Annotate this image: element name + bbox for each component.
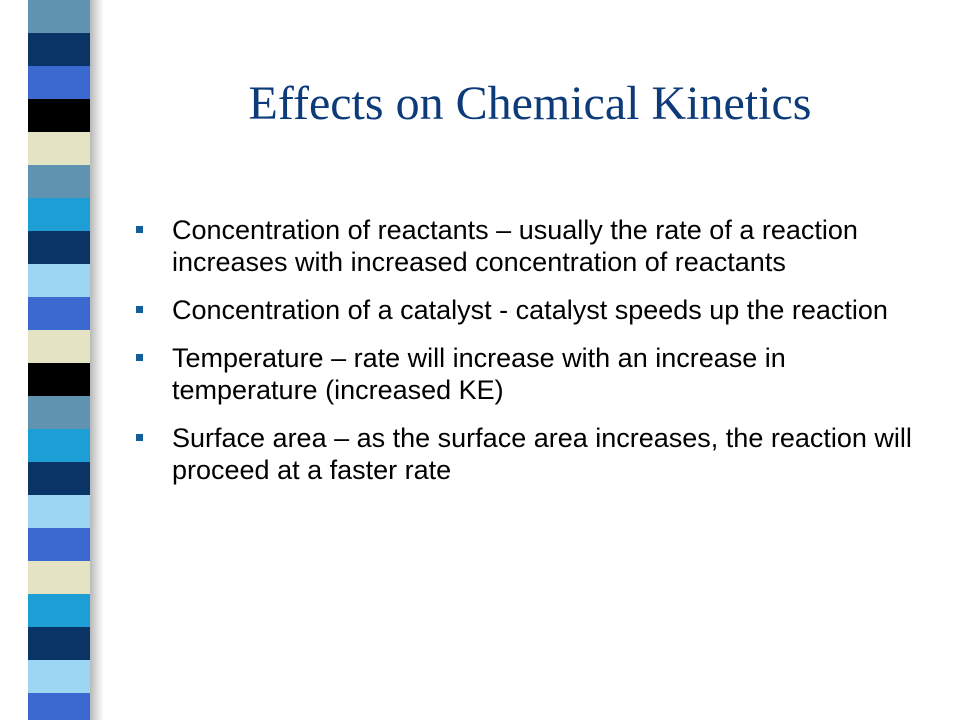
square-bullet-icon xyxy=(136,434,143,441)
slide-title: Effects on Chemical Kinetics xyxy=(248,77,812,130)
strip-square xyxy=(28,429,90,462)
bullet-item xyxy=(130,294,920,326)
square-bullet-icon xyxy=(136,226,143,233)
decorative-color-strip xyxy=(28,0,90,720)
bullet-item xyxy=(130,214,920,278)
strip-square xyxy=(28,528,90,561)
strip-square xyxy=(28,132,90,165)
strip-square xyxy=(28,627,90,660)
strip-square xyxy=(28,33,90,66)
bullet-text: Concentration of a catalyst - catalyst speeds up the reaction xyxy=(172,295,888,325)
square-bullet-icon xyxy=(136,306,143,313)
strip-square xyxy=(28,396,90,429)
strip-square xyxy=(28,297,90,330)
bullet-text: Surface area – as the surface area increases, the reaction will proceed at a faster rate xyxy=(172,423,912,485)
strip-shadow xyxy=(90,0,104,720)
strip-square xyxy=(28,330,90,363)
strip-square xyxy=(28,693,90,720)
strip-square xyxy=(28,165,90,198)
strip-square xyxy=(28,231,90,264)
bullet-item xyxy=(130,342,920,406)
square-bullet-icon xyxy=(136,354,143,361)
bullet-item xyxy=(130,422,920,486)
strip-square xyxy=(28,264,90,297)
strip-square xyxy=(28,363,90,396)
strip-square xyxy=(28,66,90,99)
strip-square xyxy=(28,594,90,627)
strip-square xyxy=(28,561,90,594)
bullet-text: Temperature – rate will increase with an increase in temperature (increased KE) xyxy=(172,343,786,405)
bullet-list xyxy=(130,214,920,502)
strip-square xyxy=(28,495,90,528)
strip-square xyxy=(28,99,90,132)
bullet-text: Concentration of reactants – usually the rate of a reaction increases with increased concentration of reactants xyxy=(172,215,858,277)
strip-square xyxy=(28,0,90,33)
strip-square xyxy=(28,462,90,495)
strip-square xyxy=(28,198,90,231)
strip-square xyxy=(28,660,90,693)
